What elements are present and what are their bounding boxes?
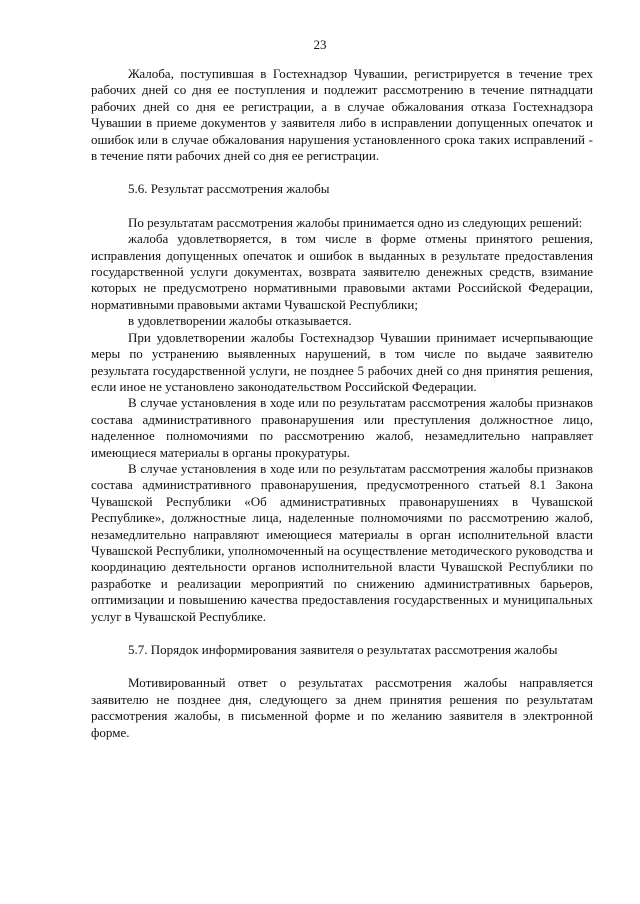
paragraph: Жалоба, поступившая в Гостехнадзор Чувашии, регистрируется в течение трех рабочих дней со дня ее поступления и подлежит рассмотрению в течение пятнадцати рабочих дней со дня ее регистрации, а в случае обжалования отказа Гостехнадзора Чувашии в приеме документов у заявителя либо в исправлении допущенных опечаток и ошибок или в случае обжалования нарушения установленного срока таких исправлений - в течение пяти рабочих дней со дня ее регистрации. <box>91 66 593 164</box>
paragraph-gap <box>91 658 593 675</box>
page-number: 23 <box>313 37 327 52</box>
paragraph: в удовлетворении жалобы отказывается. <box>128 313 352 329</box>
paragraph-gap <box>91 198 593 215</box>
paragraph-gap <box>91 164 593 181</box>
paragraph: При удовлетворении жалобы Гостехнадзор Чувашии принимает исчерпывающие меры по устранению выявленных нарушений, в том числе по выдаче заявителю результата государственной услуги, не позднее 5 рабочих дней со дня принятия решения, если иное не установлено законодательством Российской Федерации. <box>91 329 593 394</box>
paragraph: В случае установления в ходе или по результатам рассмотрения жалобы признаков состава административного правонарушения, предусмотренного статьей 8.1 Закона Чувашской Республики «Об административных правонарушениях в Чувашской Республике», должностные лица, наделенные полномочиями по рассмотрению жалоб, незамедлительно направляют имеющиеся материалы в орган исполнительной власти Чувашской Республики, уполномоченный на осуществление методического руководства и координацию деятельности органов исполнительной власти Чувашской Республики по разработке и реализации мероприятий по снижению административных барьеров, оптимизации и повышению качества предоставления государственных и муниципальных услуг в Чувашской Республике. <box>91 460 593 624</box>
paragraph: По результатам рассмотрения жалобы принимается одно из следующих решений: <box>128 214 583 230</box>
section-heading: 5.6. Результат рассмотрения жалобы <box>128 181 330 197</box>
paragraph: жалоба удовлетворяется, в том числе в форме отмены принятого решения, исправления допущенных опечаток и ошибок в выданных в результате предоставления государственной услуги документах, возврата заявителю денежных средств, взимание которых не предусмотрено нормативными правовыми актами Российской Федерации, нормативными правовыми актами Чувашской Республики; <box>91 231 593 312</box>
section-heading: 5.7. Порядок информирования заявителя о результатах рассмотрения жалобы <box>128 642 558 657</box>
paragraph: В случае установления в ходе или по результатам рассмотрения жалобы признаков состава административного правонарушения или преступления должностное лицо, наделенное полномочиями по рассмотрению жалоб, незамедлительно направляет имеющиеся материалы в органы прокуратуры. <box>91 395 593 460</box>
paragraph-gap <box>91 625 593 642</box>
document-body <box>91 66 593 741</box>
paragraph: Мотивированный ответ о результатах рассмотрения жалобы направляется заявителю не позднее дня, следующего за днем принятия решения по результатам рассмотрения жалобы, в письменной форме и по желанию заявителя в электронной форме. <box>91 675 593 740</box>
